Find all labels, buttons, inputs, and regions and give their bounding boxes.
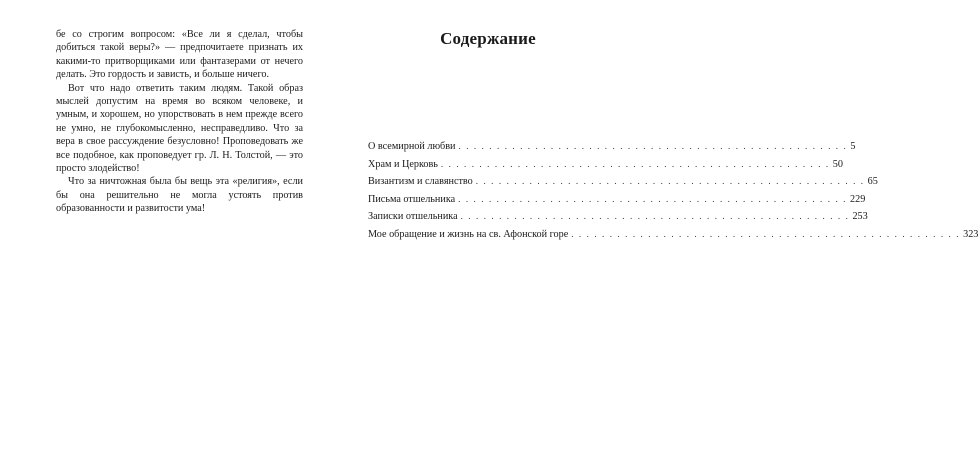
toc-leader-dots: . . . . . . . . . . . . . . . . . . . . . . . . . . . . . . . . . . . . . . . . . . . . . . . . . . . (460, 211, 850, 222)
toc-leader-dots: . . . . . . . . . . . . . . . . . . . . . . . . . . . . . . . . . . . . . . . . . . . . . . . . . . . (571, 228, 961, 239)
toc-entry (368, 140, 856, 153)
paragraph-2: Вот что надо ответить таким людям. Такой образ мыслей допустим на время во всяком человеке, и умным, и хорошем, но упорствовать в нем прежде всего не умно, не глубокомысленно, несправедливо. Что за вера в свое рассуждение безусловно! Проповедовать же все подобное, как проповедует гр. Л. Н. Толстой, — это просто злодейство! (56, 82, 303, 175)
toc-leader-dots: . . . . . . . . . . . . . . . . . . . . . . . . . . . . . . . . . . . . . . . . . . . . . . . . . . . (440, 158, 830, 169)
paragraph-1: бе со строгим вопросом: «Все ли я сделал, чтобы добиться такой веры?» — предпочитаете признать их какими-то притворщиками или фантазерами от нечего делать. Это гордость и зависть, и больше ничего. (56, 29, 303, 81)
toc-entry (368, 210, 868, 223)
toc-entry-title: О всемирной любви (368, 141, 456, 152)
toc-entry-title: Храм и Церковь (368, 158, 438, 170)
toc-title: Содержание (440, 29, 536, 48)
toc-entry (368, 158, 843, 171)
left-page (56, 28, 303, 216)
paragraph-3: Что за ничтожная была бы вещь эта «религия», если бы она решительно не могла устоять против образованности и развитости ума! (56, 176, 303, 215)
toc-entry-title: Записки отшельника (368, 211, 458, 223)
toc-entry-title: Византизм и славянство (368, 176, 473, 188)
table-of-contents (368, 140, 978, 246)
right-page (368, 28, 978, 240)
toc-entry (368, 228, 978, 241)
toc-entry-title: Письма отшельника (368, 193, 456, 205)
toc-entry (368, 175, 878, 188)
toc-entry-page: 323 (963, 228, 978, 240)
toc-entry-title: Мое обращение и жизнь на св. Афонской горе (368, 228, 569, 240)
toc-entry-page: 50 (832, 158, 843, 170)
toc-entry-page: 5 (850, 141, 856, 152)
toc-leader-dots: . . . . . . . . . . . . . . . . . . . . . . . . . . . . . . . . . . . . . . . . . . . . . . . . . . . (475, 176, 865, 187)
toc-leader-dots: . . . . . . . . . . . . . . . . . . . . . . . . . . . . . . . . . . . . . . . . . . . . . . . . . . . (458, 141, 848, 151)
toc-entry-page: 253 (852, 211, 868, 223)
toc-entry-page: 229 (850, 193, 866, 205)
toc-leader-dots: . . . . . . . . . . . . . . . . . . . . . . . . . . . . . . . . . . . . . . . . . . . . . . . . . . . (458, 193, 848, 204)
toc-entry (368, 193, 866, 206)
toc-entry-page: 65 (867, 176, 878, 188)
